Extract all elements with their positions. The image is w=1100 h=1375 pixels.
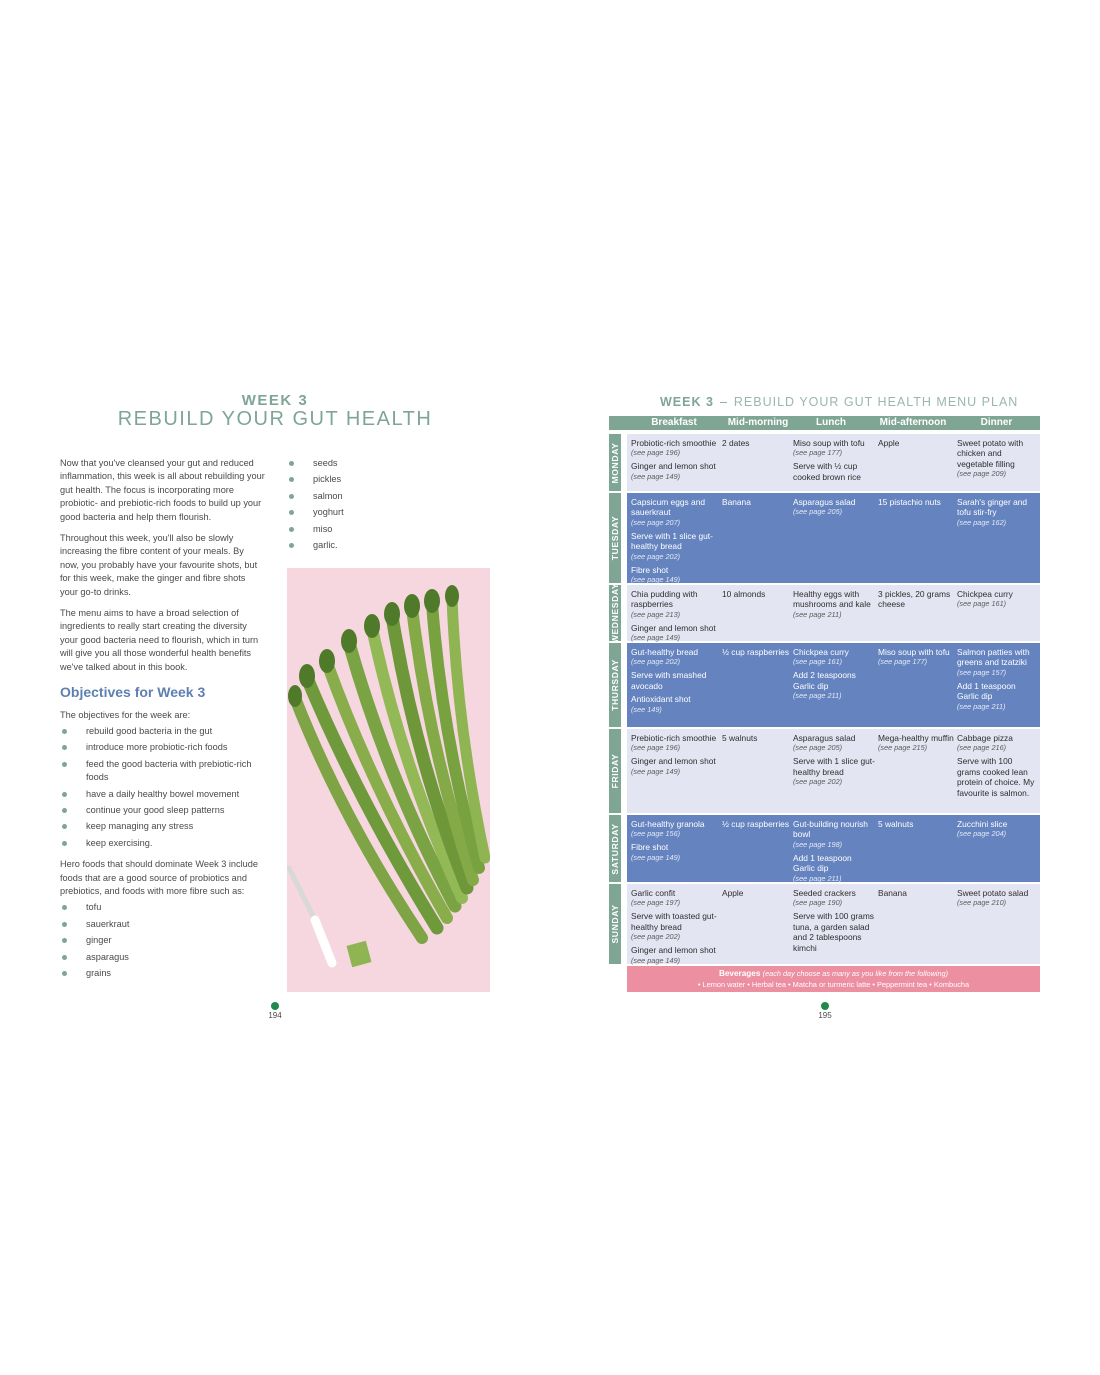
menu-cell-mid-afternoon — [878, 888, 956, 898]
day-label: FRIDAY — [610, 753, 620, 789]
hero-food-item — [60, 918, 265, 931]
menu-cell-dinner — [957, 497, 1037, 528]
objectives-intro: The objectives for the week are: — [60, 709, 191, 720]
menu-item: Seeded crackers — [793, 888, 856, 898]
beverages-label: Beverages — [718, 969, 761, 978]
bullet-dot — [289, 510, 294, 515]
menu-item: 2 dates — [722, 438, 750, 448]
menu-item: Zucchini slice — [957, 819, 1008, 829]
menu-item: Mega-healthy muffin — [878, 733, 954, 743]
menu-cell-lunch — [793, 497, 875, 517]
menu-item: 15 pistachio nuts — [878, 497, 941, 507]
menu-item: Probiotic-rich smoothie — [631, 438, 717, 448]
asparagus-photo — [287, 568, 490, 992]
menu-item: Gut-healthy bread — [631, 647, 699, 657]
hero-food-item — [287, 457, 407, 470]
page-reference: (see page 210) — [957, 898, 1007, 908]
menu-item: 10 almonds — [722, 589, 766, 599]
page-reference: (see page 209) — [957, 469, 1007, 479]
menu-cell-mid-morning — [722, 438, 790, 448]
hero-food-text: asparagus — [86, 951, 129, 962]
page-reference: (see page 198) — [793, 839, 843, 849]
bullet-dot — [62, 745, 67, 750]
intro-paragraph: Now that you've cleansed your gut and reduced inflammation, this week is all about rebuilding your gut health. The focus is incorporating more probiotic- and prebiotic-rich foods to build up your good bacteria and help them flourish. — [60, 458, 265, 522]
day-label: MONDAY — [610, 441, 620, 484]
objective-item — [60, 804, 265, 817]
objective-item — [60, 725, 265, 738]
menu-cell-mid-afternoon — [878, 819, 956, 829]
day-label-strip — [609, 582, 621, 644]
column-header-dinner: Dinner — [980, 417, 1013, 428]
menu-item: Add 1 teaspoon Garlic dip — [957, 680, 1016, 702]
menu-cell-breakfast — [631, 497, 721, 585]
page-reference: (see page 202) — [631, 657, 681, 667]
menu-item: Banana — [878, 888, 907, 898]
page-number: 194 — [268, 1011, 282, 1020]
menu-cell-mid-morning — [722, 819, 790, 829]
page-reference: (see page 196) — [631, 743, 681, 753]
page-title: REBUILD YOUR GUT HEALTH — [117, 408, 433, 430]
objectives-heading: Objectives for Week 3 — [60, 684, 206, 701]
menu-item: Apple — [878, 438, 900, 448]
day-row-wednesday — [609, 582, 1040, 644]
week-label: WEEK 3 — [241, 392, 309, 409]
page-reference: (see page 202) — [631, 932, 681, 942]
bullet-dot — [289, 494, 294, 499]
day-label-strip — [609, 884, 621, 964]
menu-item: Ginger and lemon shot — [631, 461, 716, 472]
hero-food-text: salmon — [313, 490, 343, 501]
page-reference: (see page 149) — [631, 766, 681, 776]
hero-food-item — [287, 539, 407, 552]
page-reference: (see 149) — [631, 704, 662, 714]
menu-item: Fibre shot — [631, 564, 669, 575]
menu-cell-mid-afternoon — [878, 589, 956, 610]
hero-foods-intro: Hero foods that should dominate Week 3 include foods that are a good source of probiotics and prebiotics, and foods with more fibre such as: — [60, 859, 258, 896]
bullet-dot — [62, 905, 67, 910]
bullet-dot — [62, 824, 67, 829]
hero-food-text: miso — [313, 523, 333, 534]
intro-paragraph: Throughout this week, you'll also be slowly increasing the fibre content of your meals. By now, you probably have your favourite shots, but for this week, make the ginger and fibre shots your go-to drinks. — [60, 533, 258, 597]
menu-item: Miso soup with tofu — [793, 438, 865, 448]
page-reference: (see page 205) — [793, 507, 843, 517]
menu-cell-lunch — [793, 819, 875, 884]
bullet-dot — [62, 955, 67, 960]
menu-cell-breakfast — [631, 589, 721, 643]
page-reference: (see page 149) — [631, 955, 681, 965]
title-dash: – — [719, 395, 728, 409]
day-cells — [627, 729, 1040, 813]
page-reference: (see page 149) — [631, 852, 681, 862]
bullet-dot — [62, 971, 67, 976]
objective-text: have a daily healthy bowel movement — [86, 788, 240, 799]
objective-text: keep managing any stress — [86, 821, 194, 832]
day-label-strip — [609, 815, 621, 882]
page-reference: (see page 161) — [793, 657, 843, 667]
bullet-dot — [62, 922, 67, 927]
hero-food-text: grains — [86, 968, 112, 978]
menu-item: 5 walnuts — [722, 733, 758, 743]
column-header-lunch: Lunch — [816, 417, 846, 428]
menu-item: Prebiotic-rich smoothie — [631, 733, 717, 743]
day-row-thursday — [609, 643, 1040, 727]
bullet-dot — [62, 762, 67, 767]
hero-food-text: sauerkraut — [86, 918, 130, 929]
menu-cell-lunch — [793, 733, 875, 787]
menu-item: Chickpea curry — [957, 589, 1013, 599]
hero-food-item — [60, 934, 265, 947]
bullet-dot — [289, 461, 294, 466]
menu-cell-lunch — [793, 647, 875, 701]
hero-food-item — [60, 951, 265, 964]
hero-food-text: garlic. — [313, 540, 338, 551]
menu-cell-breakfast — [631, 647, 721, 715]
menu-item: Capsicum eggs and sauerkraut — [631, 497, 706, 518]
objective-item — [60, 758, 265, 785]
menu-cell-mid-morning — [722, 647, 790, 657]
menu-cell-dinner — [957, 888, 1037, 908]
menu-item: Chickpea curry — [793, 647, 849, 657]
objective-text: keep exercising. — [86, 837, 153, 848]
bullet-dot — [62, 792, 67, 797]
menu-cell-mid-afternoon — [878, 438, 956, 448]
objective-item — [60, 741, 265, 754]
page-reference: (see page 211) — [793, 691, 842, 701]
hero-food-text: yoghurt — [313, 507, 344, 518]
menu-item: Gut-building nourish bowl — [793, 819, 868, 840]
bullet-dot — [62, 938, 67, 943]
hero-food-text: pickles — [313, 474, 342, 485]
page-reference: (see page 197) — [631, 898, 681, 908]
page-reference: (see page 211) — [793, 609, 842, 619]
menu-item: Serve with ½ cup cooked brown rice — [793, 461, 861, 482]
menu-item: Miso soup with tofu — [878, 647, 950, 657]
page-reference: (see page 211) — [793, 873, 842, 883]
objective-item — [60, 820, 265, 833]
hero-food-item — [60, 901, 265, 914]
day-cells — [627, 643, 1040, 727]
menu-item: Add 2 teaspoons Garlic dip — [793, 670, 856, 691]
day-row-friday — [609, 729, 1040, 813]
day-row-sunday — [609, 884, 1040, 964]
menu-item: Serve with smashed avocado — [631, 670, 707, 691]
page-reference: (see page 205) — [793, 743, 843, 753]
menu-cell-dinner — [957, 819, 1037, 839]
day-cells — [627, 815, 1040, 882]
menu-item: Ginger and lemon shot — [631, 622, 716, 633]
page-reference: (see page 213) — [631, 609, 681, 619]
page-reference: (see page 161) — [957, 599, 1007, 609]
beverages-list: • Lemon water • Herbal tea • Matcha or turmeric latte • Peppermint tea • Kombucha — [697, 980, 970, 989]
column-header-mid-morning: Mid-morning — [727, 417, 789, 428]
page-marker-icon — [271, 1002, 279, 1010]
menu-item: Apple — [722, 888, 744, 898]
page-reference: (see page 162) — [957, 517, 1007, 527]
day-row-tuesday — [609, 493, 1040, 583]
menu-item: Serve with 1 slice gut-healthy bread — [793, 756, 875, 777]
page-reference: (see page 149) — [631, 633, 681, 643]
bullet-dot — [289, 543, 294, 548]
menu-item: Fibre shot — [631, 842, 669, 853]
day-label-strip — [609, 493, 621, 583]
menu-cell-lunch — [793, 589, 875, 620]
menu-cell-mid-morning — [722, 497, 790, 507]
menu-item: Healthy eggs with mushrooms and kale — [793, 589, 871, 610]
objective-text: introduce more probiotic-rich foods — [86, 742, 228, 753]
day-label: SATURDAY — [610, 822, 620, 875]
hero-food-text: ginger — [86, 935, 112, 946]
page-reference: (see page 216) — [957, 743, 1007, 753]
menu-item: Asparagus salad — [793, 733, 856, 743]
intro-paragraph: The menu aims to have a broad selection of ingredients to really start creating the diversity your good bacteria need to flourish, which in turn will give you all those wonderful health benefits we've talked about in this book. — [60, 608, 259, 672]
page-reference: (see page 177) — [793, 448, 843, 458]
page-reference: (see page 196) — [631, 448, 681, 458]
page-reference: (see page 211) — [957, 701, 1006, 711]
menu-item: Serve with 1 slice gut-healthy bread — [631, 530, 713, 552]
menu-item: Serve with toasted gut-healthy bread — [631, 911, 717, 932]
hero-food-text: seeds — [313, 458, 338, 468]
page-reference: (see page 207) — [631, 517, 681, 527]
menu-cell-breakfast — [631, 888, 721, 966]
objective-text: rebuild good bacteria in the gut — [86, 725, 213, 736]
menu-item: Ginger and lemon shot — [631, 756, 716, 767]
menu-item: Sarah's ginger and tofu stir-fry — [957, 497, 1028, 518]
menu-item: ½ cup raspberries — [722, 647, 790, 657]
menu-item: Banana — [722, 497, 751, 507]
objective-text: continue your good sleep patterns — [86, 804, 225, 815]
day-label: WEDNESDAY — [610, 582, 620, 644]
hero-food-item — [287, 506, 407, 519]
menu-item: Ginger and lemon shot — [631, 945, 716, 956]
menu-item: Chia pudding with raspberries — [631, 589, 698, 610]
objectives-list — [60, 725, 265, 850]
bullet-dot — [62, 808, 67, 813]
hero-food-item — [287, 473, 407, 486]
bullet-dot — [289, 527, 294, 532]
hero-foods-list — [60, 901, 265, 980]
menu-cell-mid-morning — [722, 589, 790, 599]
day-row-monday — [609, 434, 1040, 491]
objective-item — [60, 788, 265, 801]
menu-item: Asparagus salad — [793, 497, 856, 507]
menu-cell-breakfast — [631, 438, 721, 482]
menu-cell-dinner — [957, 647, 1037, 712]
menu-item: Sweet potato with chicken and vegetable filling — [957, 438, 1024, 469]
page-reference: (see page 202) — [631, 551, 681, 561]
page-reference: (see page 190) — [793, 898, 843, 908]
menu-item: Salmon patties with greens and tzatziki — [957, 647, 1030, 668]
menu-cell-lunch — [793, 888, 875, 953]
objective-text: feed the good bacteria with prebiotic-rich foods — [86, 758, 252, 783]
day-cells — [627, 493, 1040, 583]
page-marker-icon — [821, 1002, 829, 1010]
hero-food-item — [60, 967, 265, 980]
bullet-dot — [62, 841, 67, 846]
column-header-breakfast: Breakfast — [651, 417, 697, 428]
day-label: SUNDAY — [610, 904, 620, 944]
menu-item: Cabbage pizza — [957, 733, 1013, 743]
menu-cell-breakfast — [631, 733, 721, 777]
day-cells — [627, 434, 1040, 491]
hero-foods-list-continued — [287, 457, 407, 555]
menu-cell-dinner — [957, 733, 1037, 798]
hero-food-item — [287, 523, 407, 536]
menu-item: Antioxidant shot — [631, 694, 691, 705]
objective-item — [60, 837, 265, 850]
hero-food-text: tofu — [86, 902, 102, 913]
page-number: 195 — [818, 1011, 832, 1020]
asparagus-illustration — [287, 568, 490, 992]
day-label-strip — [609, 729, 621, 813]
beverages-bar — [627, 966, 1040, 992]
menu-cell-mid-morning — [722, 733, 790, 743]
hero-food-item — [287, 490, 407, 503]
beverages-note: (each day choose as many as you like from the following) — [762, 969, 949, 978]
column-header-mid-afternoon: Mid-afternoon — [879, 417, 947, 428]
page-reference: (see page 149) — [631, 471, 681, 481]
bullet-dot — [289, 477, 294, 482]
page-reference: (see page 149) — [631, 575, 681, 585]
menu-item: Garlic confit — [631, 888, 676, 898]
day-label-strip — [609, 434, 621, 491]
page-reference: (see page 156) — [631, 829, 681, 839]
menu-table — [609, 434, 1040, 966]
intro-column — [60, 457, 265, 988]
menu-item: Serve with 100 grams tuna, a garden salad and 2 tablespoons kimchi — [793, 911, 874, 953]
menu-header-row — [609, 416, 1040, 430]
menu-cell-mid-morning — [722, 888, 790, 898]
menu-cell-mid-afternoon — [878, 497, 956, 507]
menu-cell-breakfast — [631, 819, 721, 863]
day-cells — [627, 585, 1040, 641]
menu-item: ½ cup raspberries — [722, 819, 790, 829]
day-cells — [627, 884, 1040, 964]
page-reference: (see page 204) — [957, 829, 1007, 839]
menu-cell-dinner — [957, 438, 1037, 479]
menu-item: Gut-healthy granola — [631, 819, 705, 829]
menu-plan-title — [660, 395, 1040, 409]
page-reference: (see page 215) — [878, 743, 928, 753]
menu-item: 3 pickles, 20 grams cheese — [878, 589, 951, 610]
page-reference: (see page 157) — [957, 667, 1007, 677]
menu-cell-dinner — [957, 589, 1037, 609]
menu-cell-mid-afternoon — [878, 733, 956, 753]
bullet-dot — [62, 729, 67, 734]
day-label-strip — [609, 643, 621, 727]
menu-item: Add 1 teaspoon Garlic dip — [793, 852, 852, 874]
page-reference: (see page 202) — [793, 777, 843, 787]
menu-item: 5 walnuts — [878, 819, 914, 829]
menu-week-label: WEEK 3 — [660, 395, 714, 409]
menu-cell-lunch — [793, 438, 875, 482]
day-row-saturday — [609, 815, 1040, 882]
menu-subtitle: REBUILD YOUR GUT HEALTH MENU PLAN — [733, 395, 1019, 409]
menu-cell-mid-afternoon — [878, 647, 956, 667]
day-label: TUESDAY — [610, 515, 620, 561]
menu-item: Serve with 100 grams cooked lean protein of choice. My favourite is salmon. — [957, 756, 1035, 798]
day-label: THURSDAY — [610, 659, 620, 711]
menu-item: Sweet potato salad — [957, 888, 1029, 898]
page-reference: (see page 177) — [878, 657, 928, 667]
